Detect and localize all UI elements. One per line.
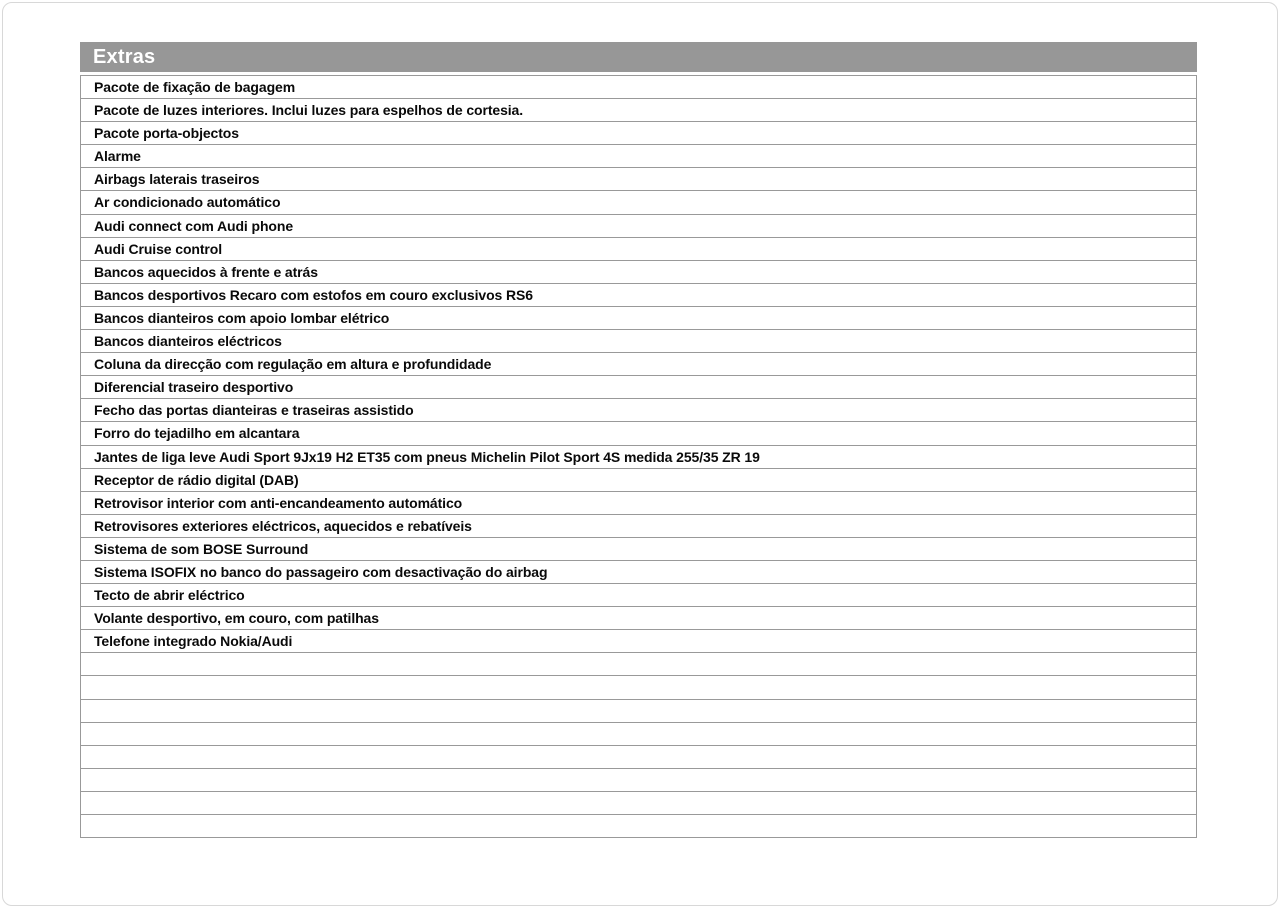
table-row	[81, 167, 1196, 190]
row-label: Receptor de rádio digital (DAB)	[94, 471, 299, 488]
row-label: Sistema ISOFIX no banco do passageiro com desactivação do airbag	[94, 563, 548, 580]
table-row	[81, 560, 1196, 583]
table-row-empty	[81, 699, 1196, 722]
table-row	[81, 491, 1196, 514]
row-label: Forro do tejadilho em alcantara	[94, 425, 300, 442]
table-row	[81, 398, 1196, 421]
table-row	[81, 98, 1196, 121]
table-row	[81, 144, 1196, 167]
row-label: Airbags laterais traseiros	[94, 171, 260, 188]
row-label: Retrovisores exteriores eléctricos, aquecidos e rebatíveis	[94, 517, 472, 534]
row-label: Bancos dianteiros com apoio lombar elétrico	[94, 309, 390, 326]
row-label: Sistema de som BOSE Surround	[94, 540, 309, 557]
table-row-empty	[81, 814, 1196, 837]
table-row	[81, 445, 1196, 468]
table-row	[81, 237, 1196, 260]
row-label: Audi connect com Audi phone	[94, 217, 294, 234]
table-row	[81, 260, 1196, 283]
row-label: Pacote de luzes interiores. Inclui luzes para espelhos de cortesia.	[94, 102, 524, 119]
row-label: Pacote porta-objectos	[94, 125, 239, 142]
extras-table	[80, 42, 1197, 838]
row-label: Diferencial traseiro desportivo	[94, 379, 294, 396]
table-row	[81, 190, 1196, 213]
row-label: Coluna da direcção com regulação em altura e profundidade	[94, 356, 492, 373]
table-row	[81, 583, 1196, 606]
table-row	[81, 606, 1196, 629]
table-row	[81, 283, 1196, 306]
table-row	[81, 468, 1196, 491]
table-row	[81, 352, 1196, 375]
table-row-empty	[81, 768, 1196, 791]
row-label: Bancos aquecidos à frente e atrás	[94, 263, 318, 280]
table-header: Extras	[80, 42, 1197, 72]
table-row	[81, 76, 1196, 98]
row-label: Jantes de liga leve Audi Sport 9Jx19 H2 ET35 com pneus Michelin Pilot Sport 4S medida 255/35 ZR 19	[94, 448, 760, 465]
row-label: Alarme	[94, 148, 141, 165]
row-label: Audi Cruise control	[94, 240, 222, 257]
table-row-empty	[81, 745, 1196, 768]
row-label: Volante desportivo, em couro, com patilhas	[94, 610, 379, 627]
table-row	[81, 214, 1196, 237]
row-label: Fecho das portas dianteiras e traseiras assistido	[94, 402, 414, 419]
row-label: Pacote de fixação de bagagem	[94, 79, 296, 95]
table-row-empty	[81, 722, 1196, 745]
row-label: Bancos desportivos Recaro com estofos em couro exclusivos RS6	[94, 286, 533, 303]
table-row-empty	[81, 791, 1196, 814]
table-body	[80, 75, 1197, 838]
table-row	[81, 375, 1196, 398]
table-row	[81, 421, 1196, 444]
table-row	[81, 121, 1196, 144]
row-label: Telefone integrado Nokia/Audi	[94, 633, 293, 650]
row-label: Bancos dianteiros eléctricos	[94, 333, 282, 350]
table-row	[81, 329, 1196, 352]
table-row-empty	[81, 675, 1196, 698]
table-row	[81, 629, 1196, 652]
table-row	[81, 514, 1196, 537]
row-label: Retrovisor interior com anti-encandeamento automático	[94, 494, 463, 511]
table-row	[81, 537, 1196, 560]
row-label: Ar condicionado automático	[94, 194, 281, 211]
table-row-empty	[81, 652, 1196, 675]
row-label: Tecto de abrir eléctrico	[94, 587, 245, 604]
table-row	[81, 306, 1196, 329]
